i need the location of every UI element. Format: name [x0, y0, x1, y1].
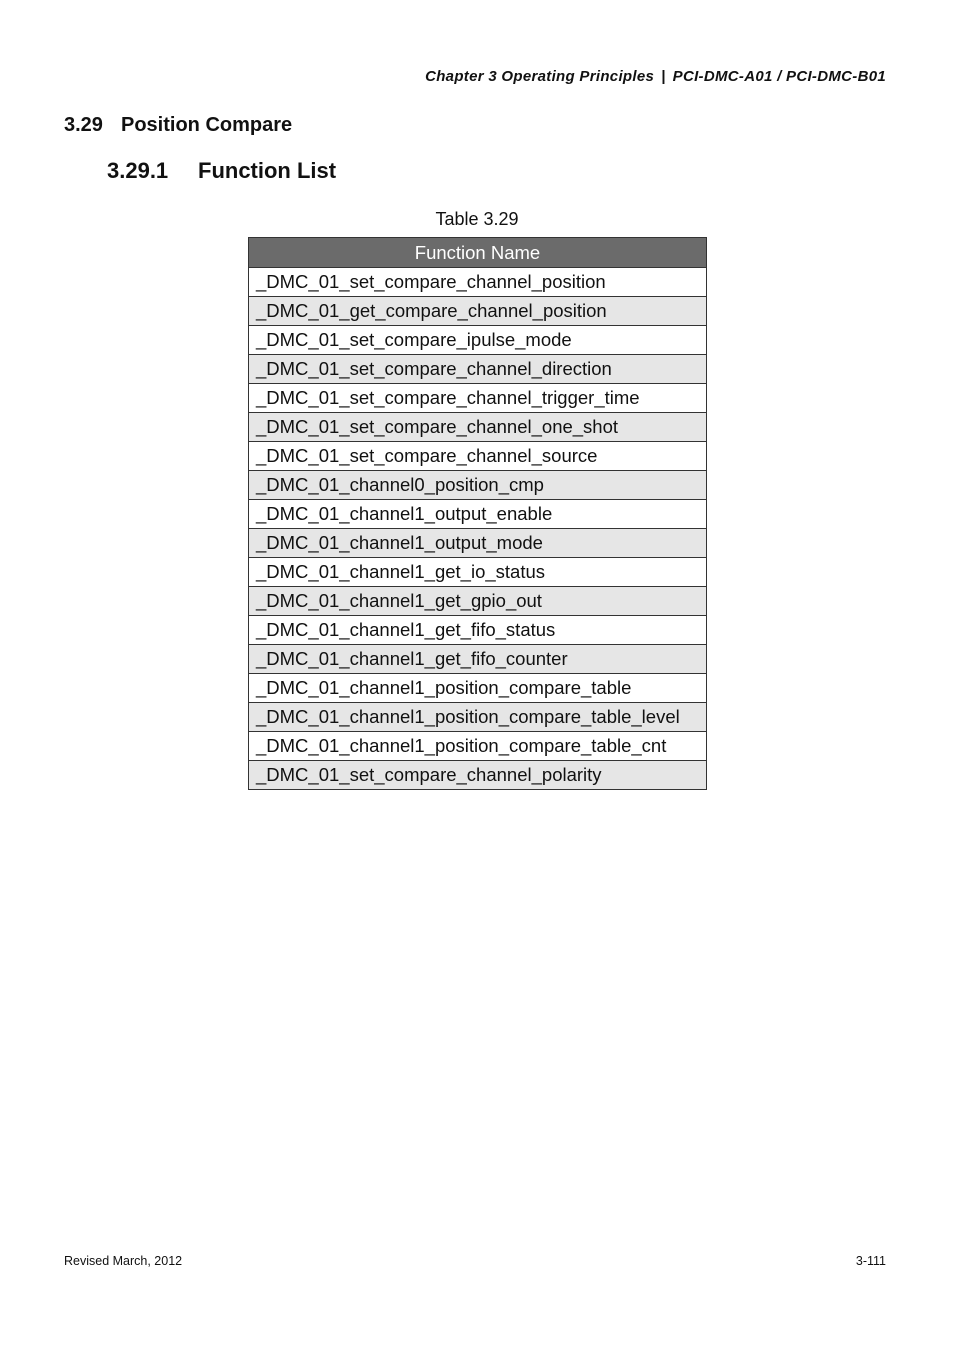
table-caption: Table 3.29 [435, 209, 519, 229]
subsection-heading [107, 158, 336, 184]
column-header-function-name: Function Name [249, 238, 707, 268]
table-row [249, 297, 707, 326]
section-number: 3.29 [64, 114, 103, 136]
function-table-body [249, 268, 707, 790]
table-row [249, 500, 707, 529]
function-name-cell: _DMC_01_channel1_position_compare_table_level [249, 703, 707, 732]
function-table [248, 237, 707, 790]
running-header [425, 68, 886, 85]
function-name-cell: _DMC_01_channel1_get_fifo_status [249, 616, 707, 645]
function-name-cell: _DMC_01_channel1_get_fifo_counter [249, 645, 707, 674]
function-name-cell: _DMC_01_set_compare_channel_polarity [249, 761, 707, 790]
table-row [249, 413, 707, 442]
table-row [249, 616, 707, 645]
function-name-cell: _DMC_01_set_compare_channel_trigger_time [249, 384, 707, 413]
function-name-cell: _DMC_01_channel1_position_compare_table_cnt [249, 732, 707, 761]
function-name-cell: _DMC_01_get_compare_channel_position [249, 297, 707, 326]
table-row [249, 558, 707, 587]
function-name-cell: _DMC_01_channel1_get_io_status [249, 558, 707, 587]
table-row [249, 587, 707, 616]
table-row [249, 471, 707, 500]
table-row [249, 732, 707, 761]
table-row [249, 442, 707, 471]
table-row [249, 268, 707, 297]
table-row [249, 674, 707, 703]
subsection-title: Function List [198, 158, 337, 183]
table-row [249, 529, 707, 558]
function-name-cell: _DMC_01_set_compare_channel_one_shot [249, 413, 707, 442]
subsection-number: 3.29.1 [107, 158, 169, 183]
function-name-cell: _DMC_01_channel1_output_enable [249, 500, 707, 529]
function-name-cell: _DMC_01_channel0_position_cmp [249, 471, 707, 500]
table-row [249, 355, 707, 384]
footer-revision: Revised March, 2012 [64, 1254, 183, 1268]
table-row [249, 703, 707, 732]
header-separator: | [661, 68, 666, 85]
footer-page-number: 3-111 [855, 1254, 886, 1268]
header-models: PCI-DMC-A01 / PCI-DMC-B01 [672, 68, 886, 85]
table-row [249, 645, 707, 674]
header-chapter: Chapter 3 Operating Principles [425, 68, 655, 85]
function-name-cell: _DMC_01_channel1_output_mode [249, 529, 707, 558]
function-name-cell: _DMC_01_set_compare_channel_source [249, 442, 707, 471]
table-row [249, 384, 707, 413]
table-header-row [249, 238, 707, 268]
section-title: Position Compare [121, 114, 293, 136]
function-name-cell: _DMC_01_set_compare_channel_position [249, 268, 707, 297]
function-name-cell: _DMC_01_channel1_get_gpio_out [249, 587, 707, 616]
function-name-cell: _DMC_01_set_compare_ipulse_mode [249, 326, 707, 355]
section-heading [64, 114, 292, 137]
table-row [249, 326, 707, 355]
function-name-cell: _DMC_01_set_compare_channel_direction [249, 355, 707, 384]
table-row [249, 761, 707, 790]
function-name-cell: _DMC_01_channel1_position_compare_table [249, 674, 707, 703]
